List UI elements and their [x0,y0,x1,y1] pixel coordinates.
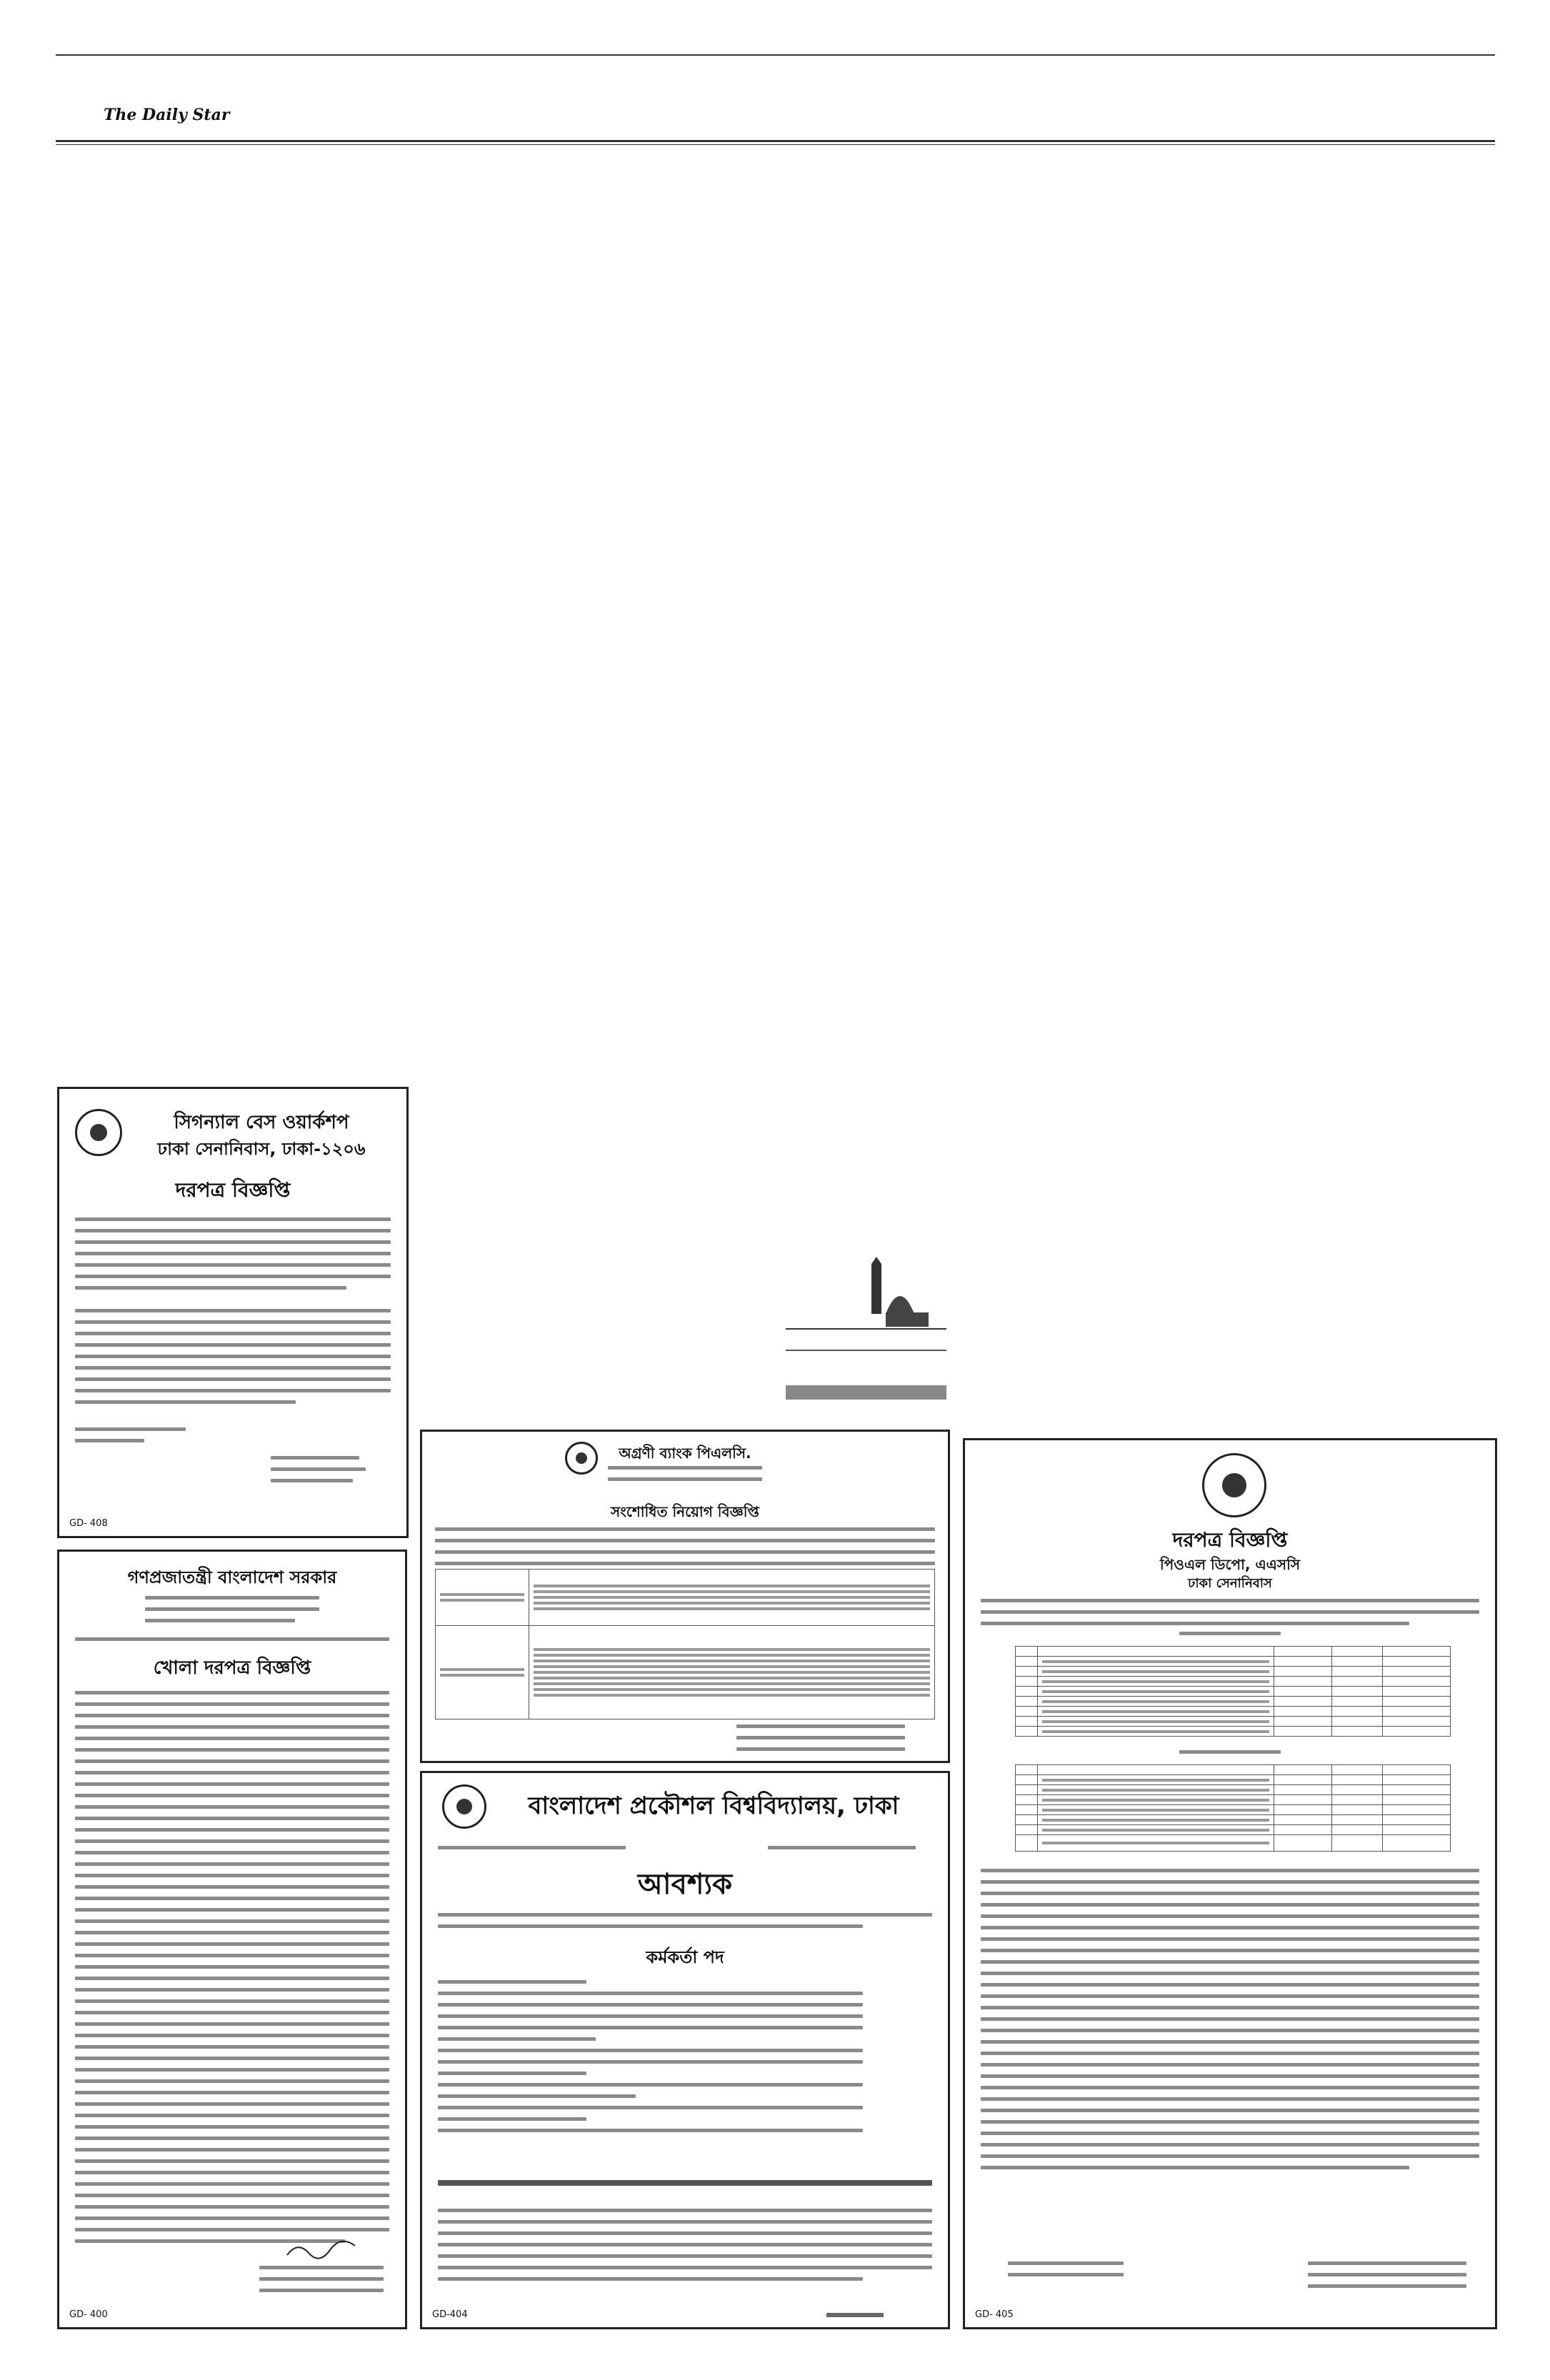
deadline-banner [438,2180,932,2194]
ad-heading: আবশ্যক [637,1868,733,1901]
ad-footer [438,2209,932,2289]
ad-agrani-bank [420,1430,950,1763]
lot-2-label [1179,1750,1281,1762]
ad-code: GD- 400 [69,2309,108,2320]
ad-subheading: কর্মকর্তা পদ [646,1947,724,1967]
ad-subheading-2: ঢাকা সেনানিবাস [1188,1576,1272,1591]
ad-title: গণপ্রজাতন্ত্রী বাংলাদেশ সরকার [127,1567,337,1587]
eligibility-table [435,1569,935,1719]
ad-intro [981,1599,1479,1633]
ad-subtitle: ঢাকা সেনানিবাস, ঢাকা-১২০৬ [157,1139,366,1159]
ad-heading: খোলা দরপত্র বিজ্ঞপ্তি [153,1657,311,1679]
ad-heading: সংশোধিত নিয়োগ বিজ্ঞপ্তি [611,1503,759,1520]
ad-title: অগ্রণী ব্যাংক পিএলসি. [619,1445,751,1462]
ad-faridpur-tender [57,1550,407,2329]
ad-code: GD- 405 [975,2309,1014,2320]
ad-intro [438,1913,932,1936]
ad-buet [420,1771,950,2329]
mosque-icon [779,1257,954,1400]
top-rule [56,54,1495,56]
army-emblem-icon [75,1109,122,1156]
lot-1-table [1015,1646,1451,1737]
ad-address [608,1466,762,1489]
ad-signal-workshop [57,1087,409,1538]
ref-number [1008,2261,1124,2284]
ad-code: GD-404 [432,2309,468,2320]
army-emblem-icon [1202,1453,1266,1517]
lot-1-label [1179,1632,1281,1643]
ad-code: GD- 408 [69,1518,108,1529]
ad-address [145,1596,319,1630]
ad-title: বাংলাদেশ প্রকৌশল বিশ্ববিদ্যালয়, ঢাকা [528,1792,899,1820]
lot-2-table [1015,1764,1451,1852]
ad-terms [981,1869,1479,2177]
ad-body [435,1527,935,1573]
ad-body [75,1691,389,2251]
ad-title: সিগন্যাল বেস ওয়ার্কশপ [174,1112,349,1133]
ad-ref [438,1846,932,1860]
signatory [736,1724,905,1759]
ad-subheading: পিওএল ডিপো, এএসসি [1159,1556,1301,1573]
registrar-signature [826,2313,884,2317]
signature [284,2237,362,2263]
ad-body [75,1217,391,1490]
ad-ref [75,1637,389,1649]
posts-list [438,1980,932,2140]
signatory [259,2266,384,2300]
ad-heading: দরপত্র বিজ্ঞপ্তি [1172,1528,1288,1552]
signatory [1308,2261,1466,2296]
masthead-rule-thin [56,144,1495,145]
ad-pol-depot [963,1438,1497,2329]
mosque-illustration [779,1257,954,1400]
masthead: The Daily Star [104,106,230,124]
ad-heading: দরপত্র বিজ্ঞপ্তি [175,1178,291,1202]
masthead-rule [56,140,1495,142]
